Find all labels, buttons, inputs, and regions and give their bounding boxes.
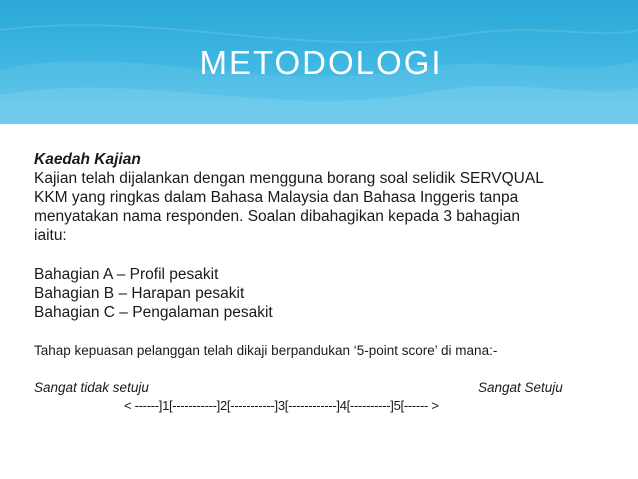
intro-line: Kajian telah dijalankan dengan mengguna borang soal selidik SERVQUAL [34, 170, 544, 187]
five-point-scale: < ------]1[-----------]2[-----------]3[------------]4[----------]5[------ > [124, 398, 439, 413]
title-banner [0, 0, 638, 124]
section-heading: Kaedah Kajian [34, 151, 141, 168]
slide-title: METODOLOGI [199, 44, 443, 81]
scale-right-label: Sangat Setuju [478, 380, 563, 395]
scale-left-label: Sangat tidak setuju [34, 380, 149, 395]
scale-labels [34, 378, 624, 396]
spacer [34, 322, 624, 342]
spacer [34, 245, 624, 265]
slide-body [34, 150, 624, 414]
part-item: Bahagian A – Profil pesakit [34, 266, 219, 283]
spacer [34, 360, 624, 378]
intro-line: KKM yang ringkas dalam Bahasa Malaysia dan Bahasa Inggeris tanpa [34, 189, 519, 206]
scale-row [34, 396, 624, 414]
intro-line: menyatakan nama responden. Soalan dibahagikan kepada 3 bahagian [34, 208, 521, 225]
satisfaction-note: Tahap kepuasan pelanggan telah dikaji berpandukan ‘5-point score’ di mana:- [34, 343, 498, 358]
intro-line: iaitu: [34, 227, 67, 244]
part-item: Bahagian B – Harapan pesakit [34, 285, 245, 302]
part-item: Bahagian C – Pengalaman pesakit [34, 304, 273, 321]
